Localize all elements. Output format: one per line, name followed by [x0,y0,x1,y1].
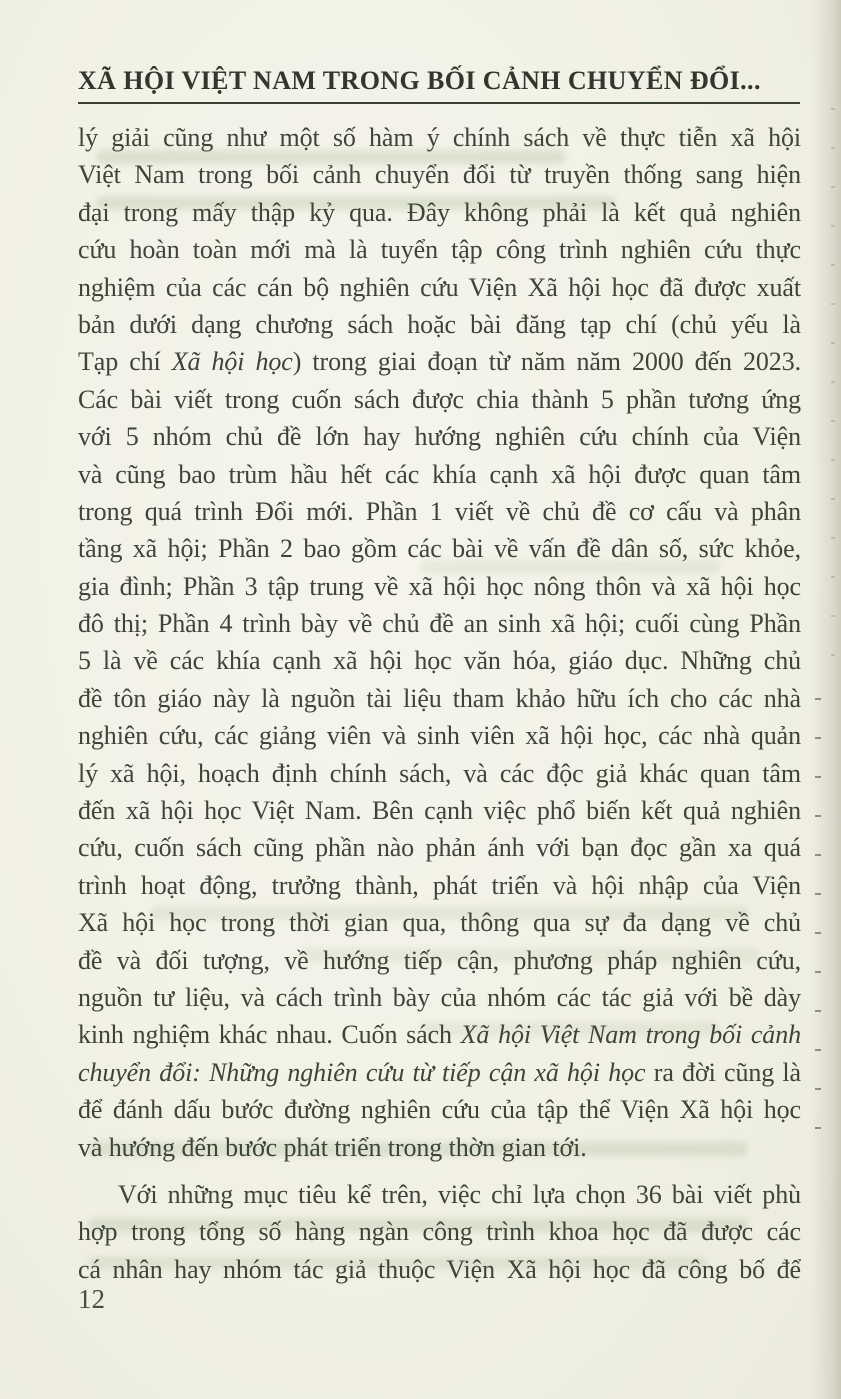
text-line: Các bài viết trong cuốn sách được chia thành 5 phần tương ứng [78,384,801,414]
scan-artifact-ticks [831,108,835,668]
page-body [78,119,801,1288]
text-line: Với những mục tiêu kể trên, việc chỉ lựa chọn 36 bài viết phù [118,1179,801,1209]
text-line: tầng xã hội; Phần 2 bao gồm các bài về vấn đề dân số, sức khỏe, [78,534,801,564]
italic-book-title: Xã hội Việt Nam trong bối cảnh [460,1020,801,1050]
text-line: kinh nghiệm khác nhau. Cuốn sách Xã hội Việt Nam trong bối cảnh [78,1020,801,1050]
italic-book-title: Xã hội học [171,347,293,377]
paragraph-1 [78,119,801,1166]
text-line: và cũng bao trùm hầu hết các khía cạnh xã hội được quan tâm [78,459,801,489]
text-line: cứu, cuốn sách cũng phần nào phản ánh với bạn đọc gần xa quá [78,833,801,863]
text-line: trình hoạt động, trưởng thành, phát triển và hội nhập của Viện [78,870,801,900]
text-line: Việt Nam trong bối cảnh chuyển đổi từ truyền thống sang hiện [78,160,801,190]
page-number: 12 [78,1284,105,1314]
page-edge-shading [811,0,841,1399]
text-line: lý giải cũng như một số hàm ý chính sách về thực tiễn xã hội [78,123,801,152]
text-line: nguồn tư liệu, và cách trình bày của nhóm các tác giả với bề dày [78,982,801,1012]
text-line: để đánh dấu bước đường nghiên cứu của tập thể Viện Xã hội học [78,1095,801,1125]
text-line: Xã hội học trong thời gian qua, thông qua sự đa dạng về chủ [78,908,801,938]
text-line: cá nhân hay nhóm tác giả thuộc Viện Xã hội học đã công bố để [78,1254,801,1284]
text-line: cứu hoàn toàn mới mà là tuyển tập công trình nghiên cứu thực [78,235,801,265]
text-line: 5 là về các khía cạnh xã hội học văn hóa, giáo dục. Những chủ [78,646,801,676]
text-line: đến xã hội học Việt Nam. Bên cạnh việc phổ biến kết quả nghiên [78,796,801,826]
text-line: và hướng đến bước phát triển trong thờn gian tới. [78,1132,587,1162]
text-line: nghiên cứu, các giảng viên và sinh viên xã hội học, các nhà quản [78,721,801,751]
text-line: với 5 nhóm chủ đề lớn hay hướng nghiên cứu chính của Viện [78,422,801,452]
italic-book-title: chuyển đổi: Những nghiên cứu từ tiếp cận xã hội học [78,1057,646,1087]
text-line: đại trong mấy thập kỷ qua. Đây không phải là kết quả nghiên [78,197,801,227]
text-line: lý xã hội, hoạch định chính sách, và các độc giả khác quan tâm [78,758,801,788]
text-line: trong quá trình Đổi mới. Phần 1 viết về chủ đề cơ cấu và phân [78,496,801,526]
text-line: chuyển đổi: Những nghiên cứu từ tiếp cận xã hội học ra đời cũng là [78,1057,801,1087]
paragraph-2 [78,1176,801,1288]
text-line: gia đình; Phần 3 tập trung về xã hội học nông thôn và xã hội học [78,571,801,601]
text-line: nghiệm của các cán bộ nghiên cứu Viện Xã hội học đã được xuất [78,272,801,302]
text-line: hợp trong tổng số hàng ngàn công trình khoa học đã được các [78,1217,801,1247]
header-rule [78,102,800,104]
text-line: đô thị; Phần 4 trình bày về chủ đề an sinh xã hội; cuối cùng Phần [78,609,801,639]
scan-artifact-ticks [815,698,821,1143]
running-header: XÃ HỘI VIỆT NAM TRONG BỐI CẢNH CHUYỂN ĐỔI... [78,66,761,95]
text-line: bản dưới dạng chương sách hoặc bài đăng tạp chí (chủ yếu là [78,309,801,339]
text-line: đề và đối tượng, về hướng tiếp cận, phương pháp nghiên cứu, [78,945,801,975]
text-line: Tạp chí Xã hội học) trong giai đoạn từ năm năm 2000 đến 2023. [78,347,801,377]
text-line: đề tôn giáo này là nguồn tài liệu tham khảo hữu ích cho các nhà [78,683,801,713]
